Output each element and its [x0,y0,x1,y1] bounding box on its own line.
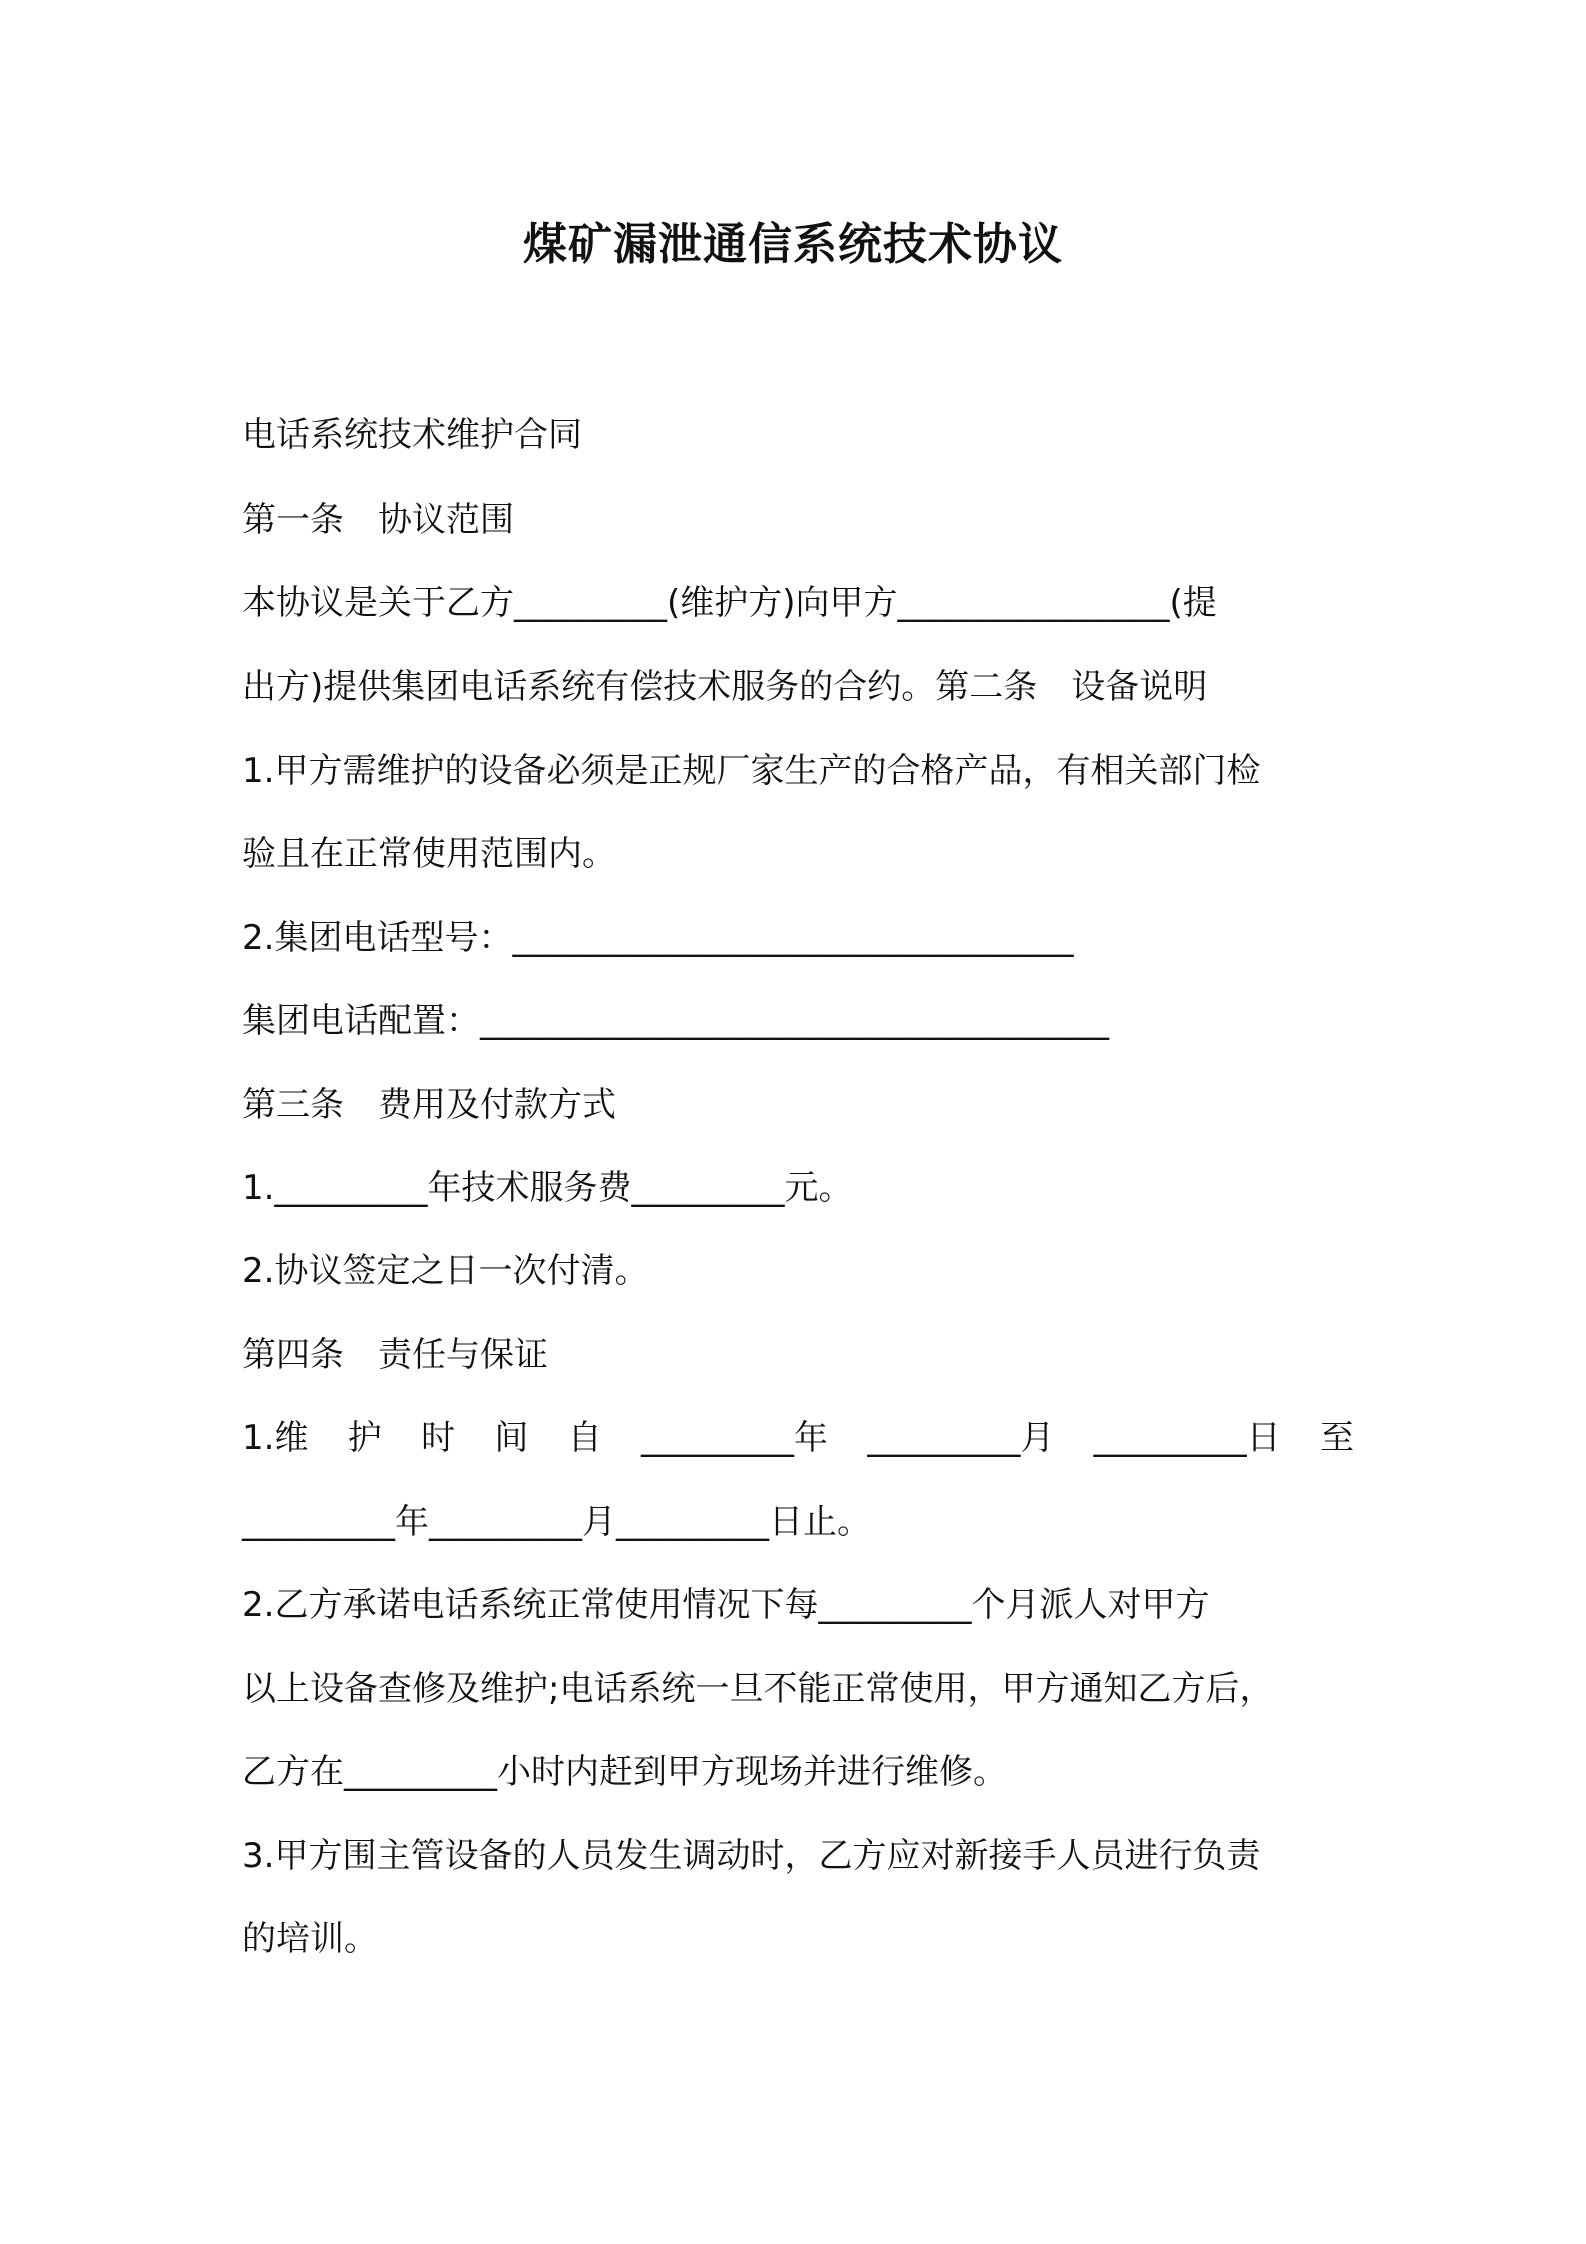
text-fragment: 时 [421,1418,456,1458]
document-title: 煤矿漏泄通信系统技术协议 [523,219,1063,270]
paragraph-line: 乙方在_________小时内赶到甲方现场并进行维修。 [242,1752,1007,1792]
paragraph-line: 1.甲方需维护的设备必须是正规厂家生产的合格产品，有相关部门检 [242,751,1261,791]
paragraph-line-justified [242,1413,1354,1463]
paragraph-line: 以上设备查修及维护;电话系统一旦不能正常使用，甲方通知乙方后， [242,1669,1274,1709]
contract-subtitle: 电话系统技术维护合同 [242,415,582,455]
paragraph-line: 集团电话配置：_____________________________________ [242,1001,1109,1041]
text-fragment: 至 [1319,1418,1354,1458]
text-fragment: 自 [567,1418,602,1458]
paragraph-line: 3.甲方围主管设备的人员发生调动时，乙方应对新接手人员进行负责 [242,1836,1261,1876]
paragraph-line: 本协议是关于乙方_________(维护方)向甲方________________(提 [242,583,1217,623]
text-fragment: 护 [347,1418,382,1458]
paragraph-line: 的培训。 [242,1919,378,1959]
text-fragment: _________月 [867,1418,1055,1458]
text-fragment: 1.维 [242,1418,309,1458]
article-4-heading: 第四条 责任与保证 [242,1335,548,1375]
paragraph-line: 验且在正常使用范围内。 [242,834,616,874]
paragraph-line: 2.协议签定之日一次付清。 [242,1251,649,1291]
text-fragment: _________年 [641,1418,829,1458]
paragraph-line: 1._________年技术服务费_________元。 [242,1168,853,1208]
paragraph-line: 出方)提供集团电话系统有偿技术服务的合约。第二条 设备说明 [242,667,1208,707]
text-fragment: _________日 [1093,1418,1281,1458]
article-3-heading: 第三条 费用及付款方式 [242,1085,616,1125]
text-fragment: 间 [494,1418,529,1458]
paragraph-line: 2.集团电话型号：_________________________________ [242,918,1074,958]
paragraph-line: 2.乙方承诺电话系统正常使用情况下每_________个月派人对甲方 [242,1585,1210,1625]
article-1-heading: 第一条 协议范围 [242,500,514,540]
paragraph-line: _________年_________月_________日止。 [242,1502,871,1542]
